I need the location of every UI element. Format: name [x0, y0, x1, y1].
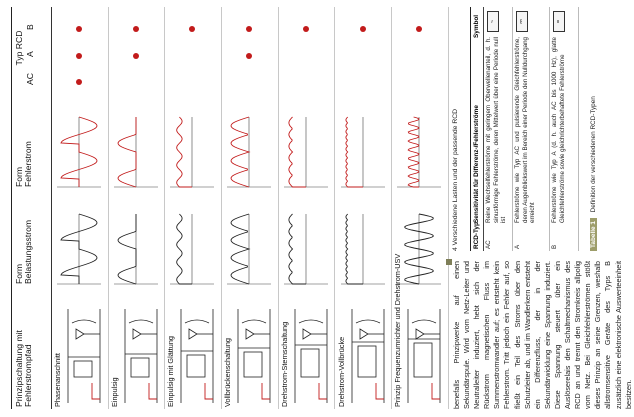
load-current-waveform-icon — [282, 214, 330, 284]
circuit-diagram-icon — [175, 305, 219, 407]
header-type-ac: AC — [25, 73, 36, 85]
circuit-label: Drehstrom-Vollbrücke — [336, 336, 346, 407]
table-header — [12, 7, 52, 409]
table-row — [51, 7, 109, 409]
header-type-a: A — [25, 51, 36, 57]
marker-dot-icon — [189, 26, 195, 32]
table1-header-cell: RCD-Typ — [473, 222, 480, 249]
marker-dot-icon — [133, 26, 139, 32]
table-row — [335, 7, 393, 409]
marker-dot-icon — [303, 26, 309, 32]
table1-header-cell: Symbol — [473, 14, 480, 38]
circuit-label: Prinzip Frequenzumrichter und Drehstrom-USV — [393, 253, 403, 407]
table-row — [513, 7, 550, 251]
header-load-current — [15, 220, 34, 284]
marker-dot-icon — [76, 53, 82, 59]
header-line: Fehlerstrom — [23, 141, 34, 187]
table1-footnote — [590, 7, 597, 251]
rcd-sensitivity: Fehlerströme wie Typ AC und pulsierende Gleichfehlerströme, deren Augenblickswert im Bereich einer Periode den Nulldurchgang erreicht — [514, 37, 537, 223]
fault-current-waveform-icon — [225, 117, 273, 187]
header-type-b: B — [25, 24, 36, 30]
table-row — [550, 7, 579, 251]
rcd-sensitivity: Fehlerströme wie Typ A (d. h. auch AC bis 1000 Hz), glatte Gleichfehlerströme sowie gleichrichterbehaftete Fehlerströme — [551, 37, 566, 223]
table-row — [108, 7, 166, 409]
circuit-label: Einpulsig mit Glättung — [166, 336, 176, 407]
marker-dot-icon — [416, 26, 422, 32]
caption-marker-icon — [446, 259, 452, 265]
fault-current-waveform-icon — [395, 117, 443, 187]
header-line: Form — [14, 166, 24, 187]
header-line: Prinzipschaltung mit — [14, 330, 24, 407]
header-line: Form — [14, 263, 24, 284]
circuit-diagram-icon — [232, 305, 276, 407]
table-row — [484, 7, 513, 251]
load-current-waveform-icon — [225, 214, 273, 284]
table-row — [164, 7, 222, 409]
rcd-symbol-icon: ~ — [487, 11, 499, 32]
table-row — [278, 7, 336, 409]
marker-dot-icon — [246, 53, 252, 59]
circuit-label: Phasenanschnitt — [53, 353, 62, 407]
circuit-diagram-icon — [119, 305, 163, 407]
fault-current-waveform-icon — [112, 117, 160, 187]
circuit-diagram-icon — [346, 305, 390, 407]
table1 — [470, 7, 597, 251]
fault-current-waveform-icon — [339, 117, 387, 187]
circuit-table — [11, 7, 447, 409]
rcd-symbol-icon: ⎓ — [516, 11, 528, 32]
fault-current-waveform-icon — [168, 117, 216, 187]
circuit-diagram-icon — [62, 305, 106, 407]
header-line: Typ RCD — [14, 30, 24, 66]
circuit-diagram-icon — [289, 305, 333, 407]
marker-dot-icon — [246, 26, 252, 32]
rcd-type: AC — [485, 240, 492, 249]
circuit-diagram-icon — [402, 305, 446, 407]
rcd-symbol-icon: = — [553, 11, 565, 32]
circuit-label: Vollbrückenschaltung — [223, 338, 233, 407]
header-rcd-type — [15, 9, 35, 87]
marker-dot-icon — [360, 26, 366, 32]
load-current-waveform-icon — [395, 214, 443, 284]
fault-current-waveform-icon — [282, 117, 330, 187]
circuit-label: Einpulsig — [109, 377, 119, 407]
table1-footnote-text: Definition der verschiedenen RCD-Typen — [590, 96, 597, 213]
table1-tag: Tabelle 1 — [590, 218, 597, 251]
marker-dot-icon — [76, 79, 82, 85]
header-line: Fehlerstrompfad — [23, 344, 34, 407]
fault-current-waveform-icon — [55, 117, 103, 187]
circuit-label: Drehstrom-Sternschaltung — [279, 321, 289, 407]
marker-dot-icon — [76, 26, 82, 32]
table1-header — [471, 7, 484, 251]
load-current-waveform-icon — [339, 214, 387, 284]
load-current-waveform-icon — [168, 214, 216, 284]
rcd-sensitivity: Reine Wechselfehlerströme mit geringem Oberwellenanteil, d. h. sinusförmige Fehlerströme, deren Mittelwert über eine Periode null ist — [485, 37, 508, 223]
table-row — [221, 7, 279, 409]
load-current-waveform-icon — [55, 214, 103, 284]
table1-header-cell: Sensitivität für Differenz-/Fehlerströme — [473, 105, 480, 223]
header-circuit — [15, 330, 34, 407]
header-fault-current — [15, 141, 34, 187]
rcd-type: B — [551, 244, 558, 249]
header-line: Belastungsstrom — [23, 219, 34, 284]
load-current-waveform-icon — [112, 214, 160, 284]
table-row — [391, 7, 449, 409]
marker-dot-icon — [133, 53, 139, 59]
table1-caption: 4 Verschiedene Lasten und der passende RCD — [452, 108, 459, 251]
body-text: benefalls Prinzipwerke auf einen Sekundärspule. Wird vom Netz-Leiter und Neutralleiter induziert, hebt sich der Rückstrom magnetischen Fluss im Summenstromwandler auf; es entsteht kein Fehlerstrom. Tritt jedoch ein Fehler auf, so fließt ein Teil des Stroms über den Schutzleiter ab, und im Wandlerkern entsteht ein Differenzfluss, der in der Sekundärwicklung eine Spannung induziert. Diese Spannung steuert über ein Auslöserelais den Schaltmechanismus des RCD an und trennt den Stromkreis allpolig vom Netz. Bei Gleichfehlerströmen stößt dieses Prinzip an seine Grenzen, weshalb allstromsensitive Geräte des Typs B zusätzlich eine elektronische Auswerteeinheit besitzen. — [452, 261, 633, 409]
rcd-type: A — [514, 244, 521, 249]
